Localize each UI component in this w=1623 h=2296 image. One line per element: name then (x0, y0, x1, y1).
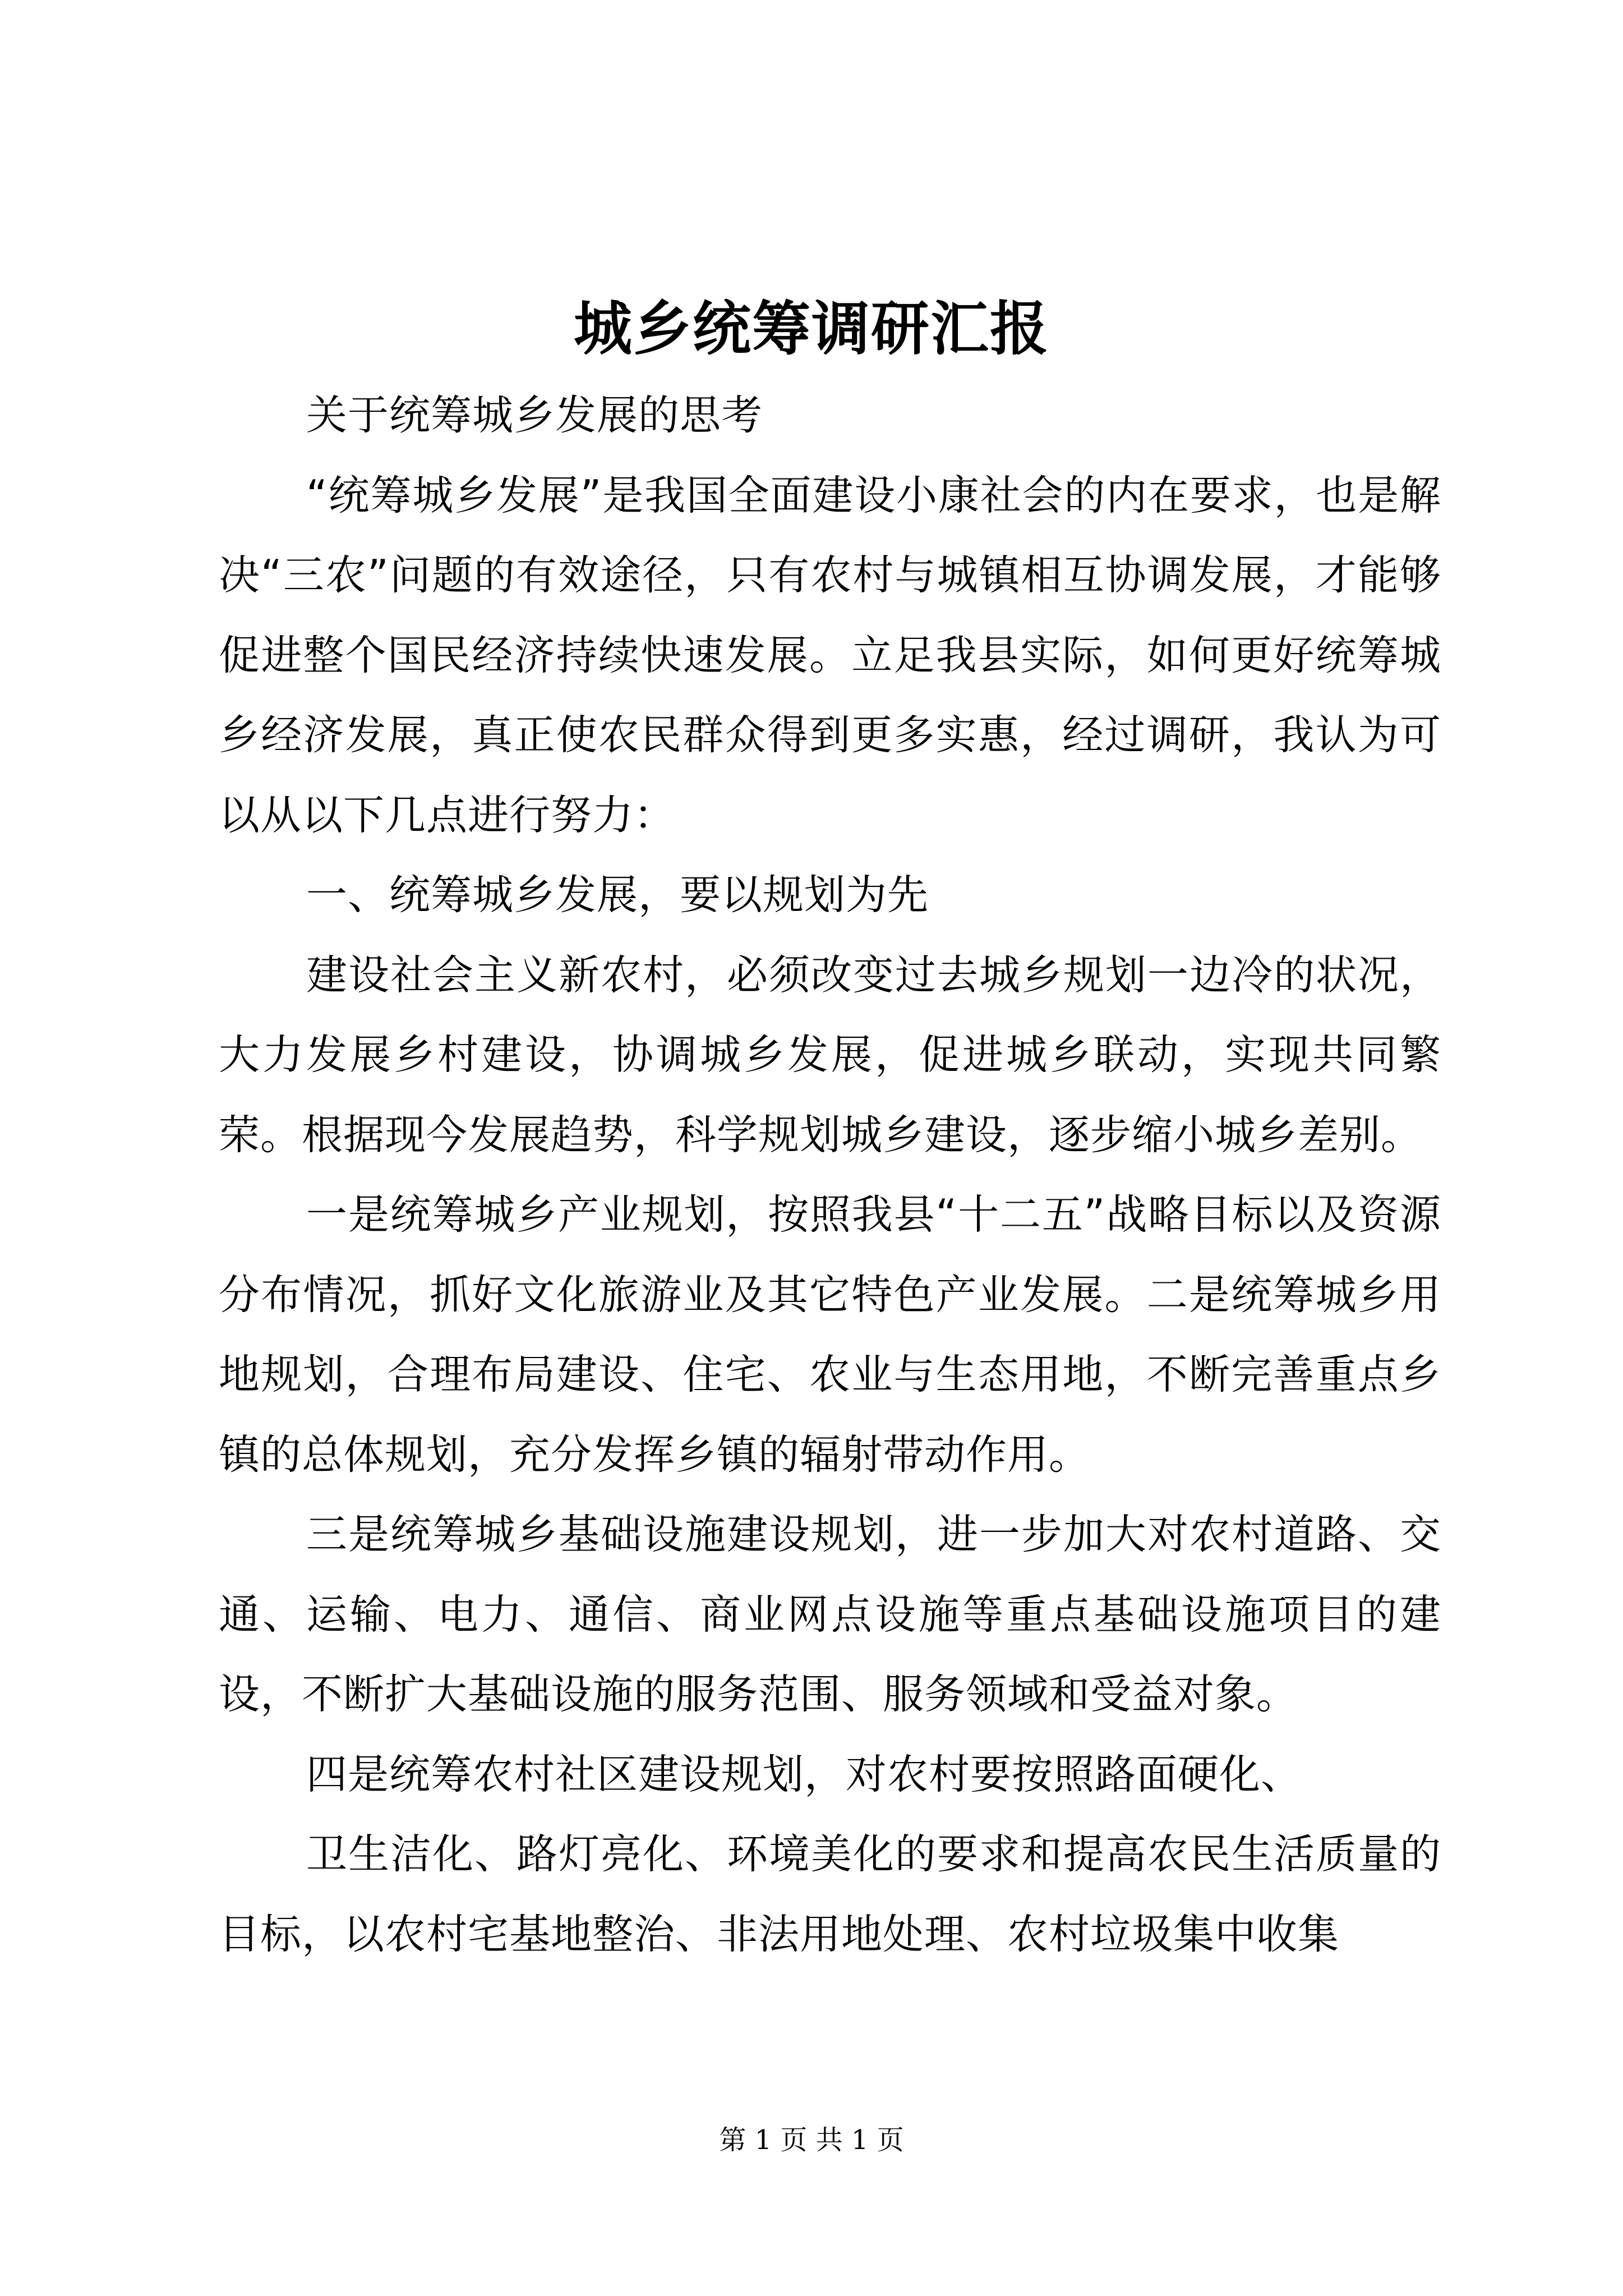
paragraph-point-4: 四是统筹农村社区建设规划，对农村要按照路面硬化、 (306, 1750, 1302, 1798)
document-title: 城乡统筹调研汇报 (573, 294, 1049, 363)
paragraph-intro: “统筹城乡发展”是我国全面建设小康社会的内在要求，也是解决“三农”问题的有效途径，只有农村与城镇相互协调发展，才能够促进整个国民经济持续快速发展。立足我县实际，如何更好统筹城乡经济发展，真正使农民群众得到更多实惠，经过调研，我认为可以从以下几点进行努力： (219, 471, 1441, 839)
paragraph-subtitle: 关于统筹城乡发展的思考 (306, 392, 763, 439)
page-number-label: 第 1 页 共 1 页 (719, 2124, 904, 2156)
page-footer (0, 2120, 1623, 2160)
paragraph-point-3: 三是统筹城乡基础设施建设规划，进一步加大对农村道路、交通、运输、电力、通信、商业网点设施等重点基础设施项目的建设，不断扩大基础设施的服务范围、服务领域和受益对象。 (219, 1511, 1441, 1718)
paragraph-point-4-continued: 卫生洁化、路灯亮化、环境美化的要求和提高农民生活质量的目标，以农村宅基地整治、非法用地处理、农村垃圾集中收集 (219, 1830, 1441, 1958)
paragraph-section-1: 建设社会主义新农村，必须改变过去城乡规划一边冷的状况，大力发展乡村建设，协调城乡发展，促进城乡联动，实现共同繁荣。根据现今发展趋势，科学规划城乡建设，逐步缩小城乡差别。 (219, 951, 1441, 1159)
section-heading-1: 一、统筹城乡发展，要以规划为先 (306, 871, 929, 919)
paragraph-point-1-2: 一是统筹城乡产业规划，按照我县“十二五”战略目标以及资源分布情况，抓好文化旅游业及其它特色产业发展。二是统筹城乡用地规划，合理布局建设、住宅、农业与生态用地，不断完善重点乡镇的总体规划，充分发挥乡镇的辐射带动作用。 (219, 1191, 1441, 1479)
document-body (219, 376, 1441, 1975)
